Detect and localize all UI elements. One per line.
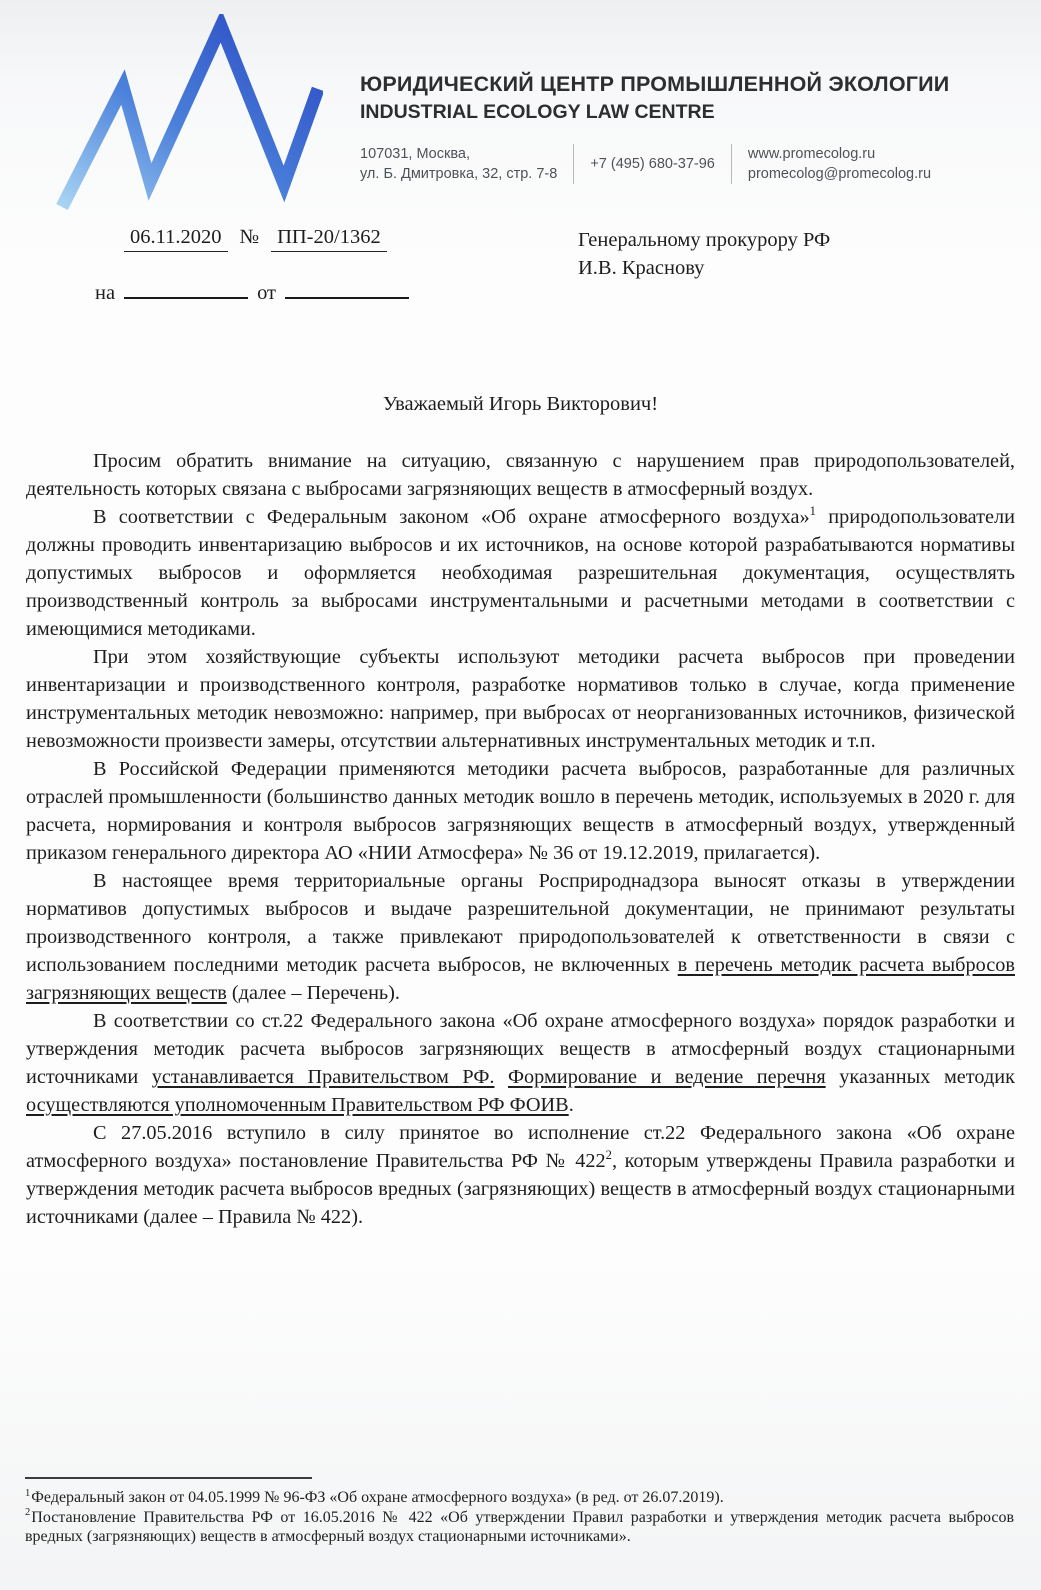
recipient-block: [578, 226, 830, 282]
org-name-ru: ЮРИДИЧЕСКИЙ ЦЕНТР ПРОМЫШЛЕННОЙ ЭКОЛОГИИ: [360, 72, 950, 96]
body-paragraph: В Российской Федерации применяются методики расчета выбросов, разработанные для различных отраслей промышленности (большинство данных методик вошло в перечень методик, используемых в 2020 г. для расчета, нормирования и контроля выбросов загрязняющих веществ в атмосферный воздух, утвержденный приказом генерального директора АО «НИИ Атмосфера» № 36 от 19.12.2019, прилагается).: [26, 758, 1015, 864]
address-line-1: 107031, Москва,: [360, 146, 470, 162]
letter-date: 06.11.2020: [124, 226, 228, 252]
on-blank-line: [124, 282, 248, 299]
org-name-en: INDUSTRIAL ECOLOGY LAW CENTRE: [360, 101, 715, 123]
postal-address: [360, 144, 573, 184]
letter-body: [26, 447, 1015, 1231]
on-label: на: [95, 282, 116, 304]
web-contacts: [732, 144, 947, 184]
body-paragraph: В соответствии с Федеральным законом «Об охране атмосферного воздуха»$^1$ природопользователи должны проводить инвентаризацию выбросов и их источников, на основе которой разрабатываются нормативы допустимых выбросов и оформляется необходимая разрешительная документация, осуществлять производственный контроль за выбросами инструментальными и расчетными методами в соответствии с имеющимися методиками.: [26, 504, 1015, 640]
footnote: $^1$Федеральный закон от 04.05.1999 № 96-ФЗ «Об охране атмосферного воздуха» (в ред. от 26.07.2019).: [25, 1487, 724, 1506]
website-url: www.promecolog.ru: [747, 146, 876, 162]
address-line-2: ул. Б. Дмитровка, 32, стр. 7-8: [360, 166, 558, 182]
company-logo-zigzag-icon: [55, 14, 323, 210]
contact-info: [360, 144, 947, 184]
salutation: Уважаемый Игорь Викторович!: [382, 393, 659, 415]
from-label: от: [257, 282, 277, 304]
from-blank-line: [285, 282, 409, 299]
outgoing-reference: [124, 226, 387, 252]
footnotes-section: [25, 1477, 1014, 1547]
footnote-separator-rule: [25, 1477, 312, 1479]
recipient-line-1: Генеральному прокурору РФ: [578, 229, 831, 251]
phone-number: +7 (495) 680-37-96: [590, 156, 715, 172]
number-sign: №: [239, 226, 260, 248]
body-paragraph: При этом хозяйствующие субъекты используют методики расчета выбросов при проведении инвентаризации и производственного контроля, разработке нормативов только в случае, когда применение инструментальных методик невозможно: например, при выбросах от неорганизованных источников, физической невозможности произвести замеры, отсутствии альтернативных инструментальных методик и т.п.: [26, 646, 1015, 752]
body-paragraph: В настоящее время территориальные органы Росприроднадзора выносят отказы в утверждении нормативов допустимых выбросов и выдаче разрешительной документации, не принимают результаты производственного контроля, а также привлекают природопользователей к ответственности в связи с использованием последними методик расчета выбросов, не включенных в перечень методик расчета выбросов загрязняющих веществ (далее – Перечень).: [26, 870, 1015, 1004]
body-paragraph: Просим обратить внимание на ситуацию, связанную с нарушением прав природопользователей, деятельность которых связана с выбросами загрязняющих веществ в атмосферный воздух.: [26, 450, 1015, 500]
organization-names: [360, 72, 949, 124]
footnote: $^2$Постановление Правительства РФ от 16.05.2016 № 422 «Об утверждении Правил разработки и утверждения методик расчета выбросов вредных (загрязняющих) веществ в атмосферный воздух стационарными источниками».: [25, 1507, 1014, 1545]
email-address: promecolog@promecolog.ru: [747, 166, 932, 182]
body-paragraph: С 27.05.2016 вступило в силу принятое во исполнение ст.22 Федерального закона «Об охране атмосферного воздуха» постановление Правительства РФ № $422^2$, которым утверждены Правила разработки и утверждения методик расчета выбросов вредных (загрязняющих) веществ в атмосферный воздух стационарными источниками (далее – Правила № 422).: [26, 1122, 1015, 1228]
footnotes-list: [25, 1488, 1014, 1547]
recipient-line-2: И.В. Краснову: [578, 257, 705, 279]
reply-reference-row: [95, 282, 418, 305]
letter-number: ПП-20/1362: [271, 226, 387, 252]
body-paragraph: В соответствии со ст.22 Федерального закона «Об охране атмосферного воздуха» порядок разработки и утверждения методик расчета выбросов загрязняющих веществ в атмосферный воздух стационарными источниками устанавливается Правительством РФ. Формирование и ведение перечня указанных методик осуществляются уполномоченным Правительством РФ ФОИВ.: [26, 1010, 1015, 1116]
